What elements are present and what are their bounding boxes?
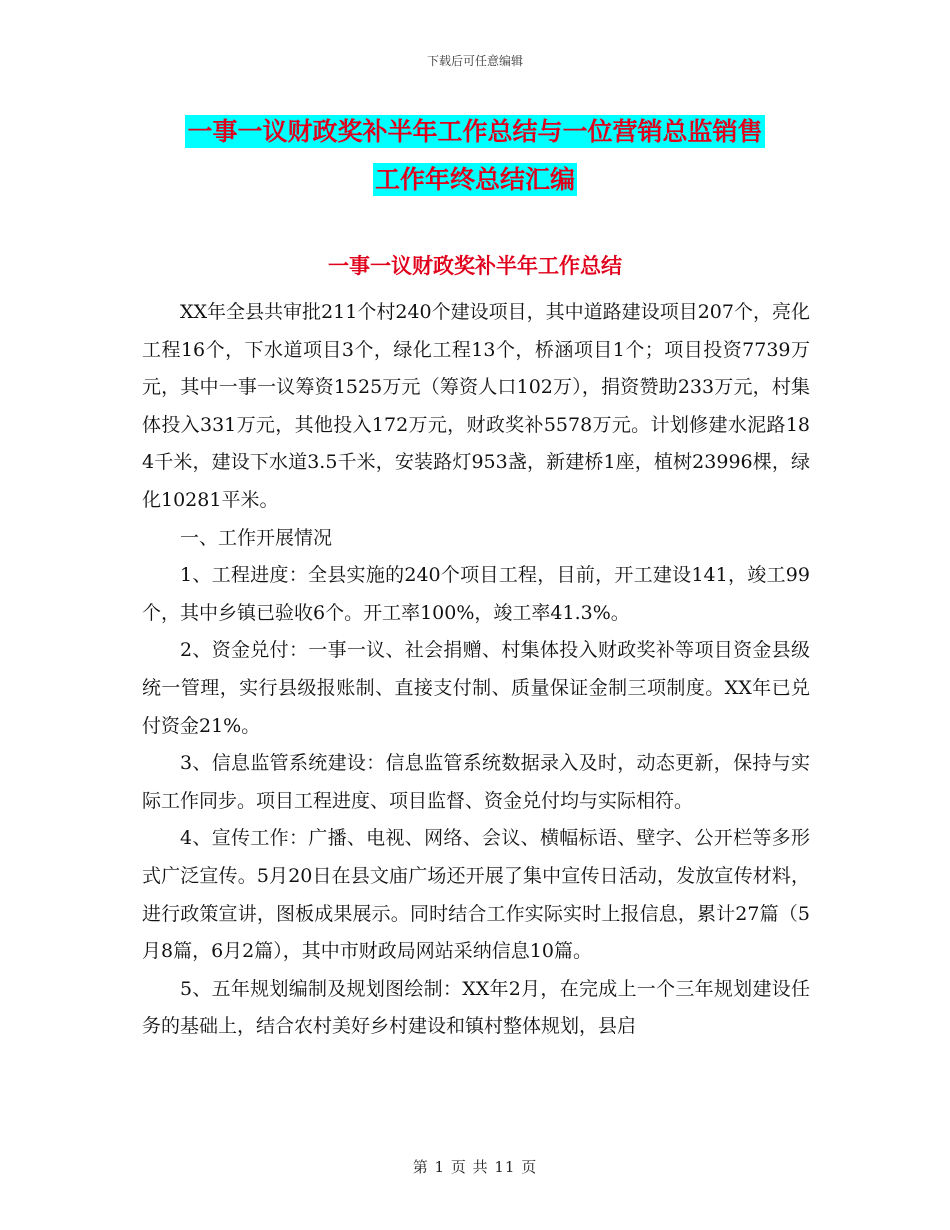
title-line-2: 工作年终总结汇编 [374,165,575,194]
paragraph: 1、工程进度：全县实施的240个项目工程，目前，开工建设141，竣工99个，其中乡镇已验收6个。开工率100%，竣工率41.3%。 [142,564,810,624]
paragraph: 3、信息监管系统建设：信息监管系统数据录入及时，动态更新，保持与实际工作同步。项目工程进度、项目监督、资金兑付均与实际相符。 [142,752,810,812]
page-header-note: 下载后可任意编辑 [426,54,523,68]
section-title: 一事一议财政奖补半年工作总结 [328,253,622,278]
paragraph: 5、五年规划编制及规划图绘制：XX年2月，在完成上一个三年规划建设任务的基础上，结合农村美好乡村建设和镇村整体规划，县启 [142,977,810,1038]
document-title [0,108,950,204]
paragraph: XX年全县共审批211个村240个建设项目，其中道路建设项目207个，亮化工程16个，下水道项目3个，绿化工程13个，桥涵项目1个；项目投资7739万元，其中一事一议筹资1525万元（筹资人口102万），捐资赞助233万元，村集体投入331万元，其他投入172万元，财政奖补5578万元。计划修建水泥路184千米，建设下水道3.5千米，安装路灯953盏，新建桥1座，植树23996棵，绿化10281平米。 [142,301,810,511]
paragraph: 4、宣传工作：广播、电视、网络、会议、横幅标语、壁字、公开栏等多形式广泛宣传。5月20日在县文庙广场还开展了集中宣传日活动，发放宣传材料，进行政策宣讲，图板成果展示。同时结合工作实际实时上报信息，累计27篇（5月8篇，6月2篇），其中市财政局网站采纳信息10篇。 [142,827,810,963]
title-line-1: 一事一议财政奖补半年工作总结与一位营销总监销售 [187,117,763,146]
paragraph: 一、工作开展情况 [180,526,333,549]
page-number-footer: 第 1 页 共 11 页 [412,1158,538,1176]
document-body [142,294,810,1046]
paragraph: 2、资金兑付：一事一议、社会捐赠、村集体投入财政奖补等项目资金县级统一管理，实行县级报账制、直接支付制、质量保证金制三项制度。XX年已兑付资金21%。 [142,639,810,737]
